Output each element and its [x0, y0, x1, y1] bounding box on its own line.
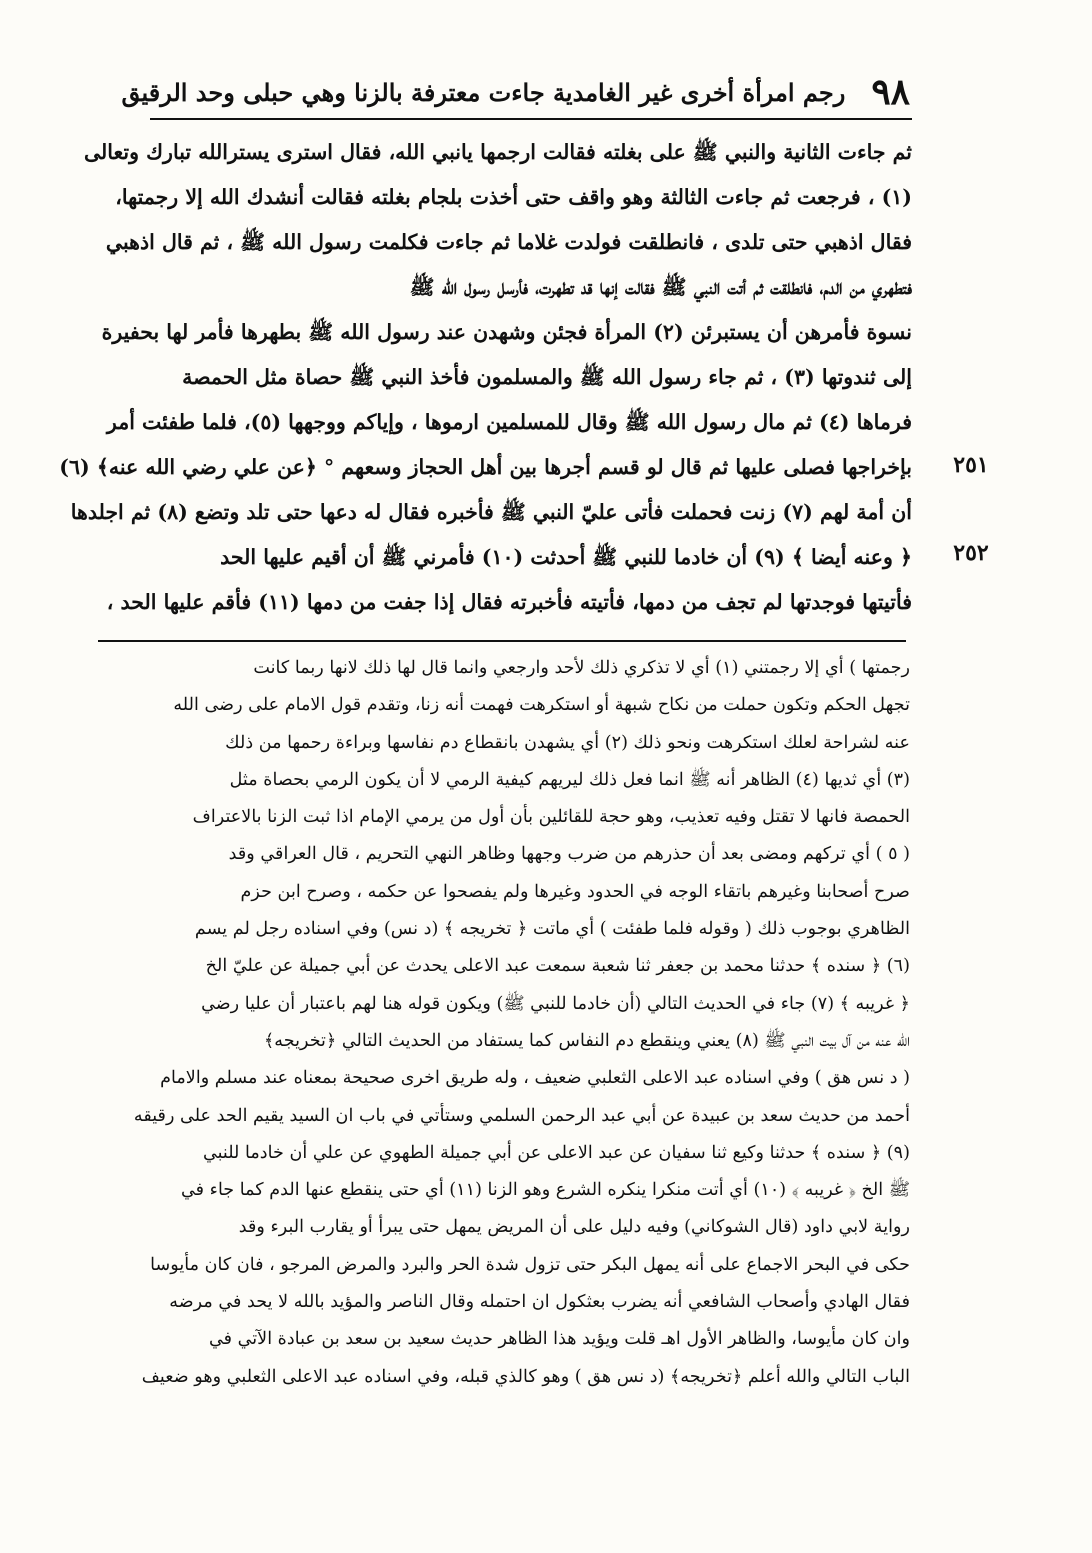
main-text-line: فأتيتها فوجدتها لم تجف من دمها، فأتيته فأخبرته فقال إذا جفت من دمها (١١) فأقم عليها الحد ،	[106, 590, 912, 614]
main-text-line: (١) ، فرجعت ثم جاءت الثالثة وهو واقف حتى أخذت بلجام بغلته فقالت أنشدك الله إلا رجمتها،	[115, 185, 912, 209]
footnote-line: (٣) أي ثديها (٤) الظاهر أنه ﷺ انما فعل ذلك ليريهم كيفية الرمي لا أن يكون الرمي بحصاة مثل	[229, 769, 910, 790]
main-text-line: فرماها (٤) ثم مال رسول الله ﷺ وقال للمسلمين ارموها ، وإياكم ووجهها (٥)، فلما طفئت أمر	[106, 410, 912, 434]
main-text	[59, 130, 912, 625]
footnote-line: ( د نس هق ) وفي اسناده عبد الاعلى الثعلبي ضعيف ، وله طريق اخرى صحيحة بمعناه عند مسلم والامام	[160, 1068, 910, 1089]
footnote-separator	[98, 640, 906, 642]
footnote-line: (٩) ﴿ سنده ﴾ حدثنا وكيع ثنا سفيان عن عبد الاعلى عن أبي جميلة الطهوي عن علي أن خادما للنبي	[202, 1142, 910, 1163]
main-text-line: بإخراجها فصلى عليها ثم قال لو قسم أجرها بين أهل الحجاز وسعهم ° ﴿عن علي رضي الله عنه﴾ (٦)	[59, 455, 912, 479]
footnote-line: ( ٥ ) أي تركهم ومضى بعد أن حذرهم من ضرب وجهها وظاهر النهي التحريم ، قال العراقي وقد	[228, 844, 910, 865]
footnote-line: حكى في البحر الاجماع على أنه يمهل البكر حتى تزول شدة الحر والبرد والمرض المرجو ، فان كان مأيوسا	[150, 1254, 910, 1275]
page-header	[121, 70, 910, 114]
main-text-line: نسوة فأمرهن أن يستبرئن (٢) المرأة فجئن وشهدن عند رسول الله ﷺ بطهرها فأمر لها بحفيرة	[101, 320, 912, 344]
footnote-line: ﷺ الخ ﴿ غريبه ﴾ (١٠) أي أتت منكرا ينكره الشرع وهو الزنا (١١) أي حتى ينقطع عنها الدم كما جاء في	[181, 1180, 910, 1201]
footnotes	[98, 650, 910, 1396]
footnote-line: رجمتها ) أي إلا رجمتني (١) أي لا تذكري ذلك لأحد وارجعي وانما قال لها ذلك لانها ربما كانت	[253, 658, 910, 678]
footnote-line: وان كان مأيوسا، والظاهر الأول اهـ قلت ويؤيد هذا الظاهر حديث سعيد بن سعد بن عبادة الآتي في	[208, 1329, 910, 1350]
page-number: ٩٨	[871, 71, 910, 113]
footnote-line: الحمصة فانها لا تقتل وفيه تعذيب، وهو حجة للقائلين بأن أول من يرمي الإمام اذا ثبت الزنا بالاعتراف	[192, 807, 910, 828]
main-text-line: ثم جاءت الثانية والنبي ﷺ على بغلته فقالت ارجمها يانبي الله، فقال استرى يسترالله تبارك وتعالى	[83, 140, 912, 164]
footnote-line: (٦) ﴿ سنده ﴾ حدثنا محمد بن جعفر ثنا شعبة سمعت عبد الاعلى يحدث عن أبي جميلة عن عليّ الخ	[205, 956, 910, 977]
footnote-line: رواية لابي داود (قال الشوكاني) وفيه دليل على أن المريض يمهل حتى يبرأ أو يقارب البرء وقد	[238, 1217, 910, 1238]
footnote-line: فقال الهادي وأصحاب الشافعي أنه يضرب بعثكول ان احتمله وقال الناصر والمؤيد بالله لا يحد في مرضه	[169, 1292, 910, 1313]
header-rule	[150, 118, 912, 120]
main-text-line: أن أمة لهم (٧) زنت فحملت فأتى عليّ النبي ﷺ فأخبره فقال له دعها حتى تلد وتضع (٨) ثم اجلدها	[70, 500, 912, 524]
footnote-line: صرح أصحابنا وغيرهم باتقاء الوجه في الحدود وغيرها ولم يفصحوا عن حكمه ، وصرح ابن حزم	[240, 881, 910, 902]
running-title: رجم امرأة أخرى غير الغامدية جاءت معترفة بالزنا وهي حبلى وحد الرقيق	[121, 77, 846, 107]
hadith-number: ٢٥٢	[953, 540, 989, 566]
footnote-line: الله عنه من آل بيت النبي ﷺ (٨) يعني وينقطع دم النفاس كما يستفاد من الحديث التالي ﴿تخريجه﴾	[264, 1030, 910, 1051]
hadith-number: ٢٥١	[953, 452, 989, 478]
main-text-line: فتطهري من الدم، فانطلقت ثم أتت النبي ﷺ فقالت إنها قد تطهرت، فأرسل رسول الله ﷺ	[409, 275, 912, 299]
main-text-line: إلى ثندوتها (٣) ، ثم جاء رسول الله ﷺ والمسلمون فأخذ النبي ﷺ حصاة مثل الحمصة	[182, 365, 912, 389]
footnote-line: الظاهري بوجوب ذلك ( وقوله فلما طفئت ) أي ماتت ﴿ تخريجه ﴾ (د نس) وفي اسناده رجل لم يسم	[194, 919, 910, 940]
main-text-line: ﴿ وعنه أيضا ﴾ (٩) أن خادما للنبي ﷺ أحدثت (١٠) فأمرني ﷺ أن أقيم عليها الحد	[220, 545, 912, 569]
main-text-line: فقال اذهبي حتى تلدى ، فانطلقت فولدت غلاما ثم جاءت فكلمت رسول الله ﷺ ، ثم قال اذهبي	[105, 230, 912, 254]
footnote-line: ﴿ غريبه ﴾ (٧) جاء في الحديث التالي (أن خادما للنبي ﷺ) ويكون قوله هنا لهم باعتبار أن عليا رضي	[201, 993, 910, 1014]
footnote-line: تجهل الحكم وتكون حملت من نكاح شبهة أو استكرهت فهمت أنه زنا، وتقدم قول الامام على رضى الله	[173, 695, 910, 716]
footnote-line: الباب التالي والله أعلم ﴿تخريجه﴾ (د نس هق ) وهو كالذي قبله، وفي اسناده عبد الاعلى الثعلبي وهو ضعيف	[141, 1366, 910, 1387]
footnote-line: أحمد من حديث سعد بن عبيدة عن أبي عبد الرحمن السلمي وستأتي في باب ان السيد يقيم الحد على رقيقه	[133, 1105, 910, 1126]
footnote-line: عنه لشراحة لعلك استكرهت ونحو ذلك (٢) أي يشهدن بانقطاع دم نفاسها وبراءة رحمها من ذلك	[225, 732, 910, 753]
